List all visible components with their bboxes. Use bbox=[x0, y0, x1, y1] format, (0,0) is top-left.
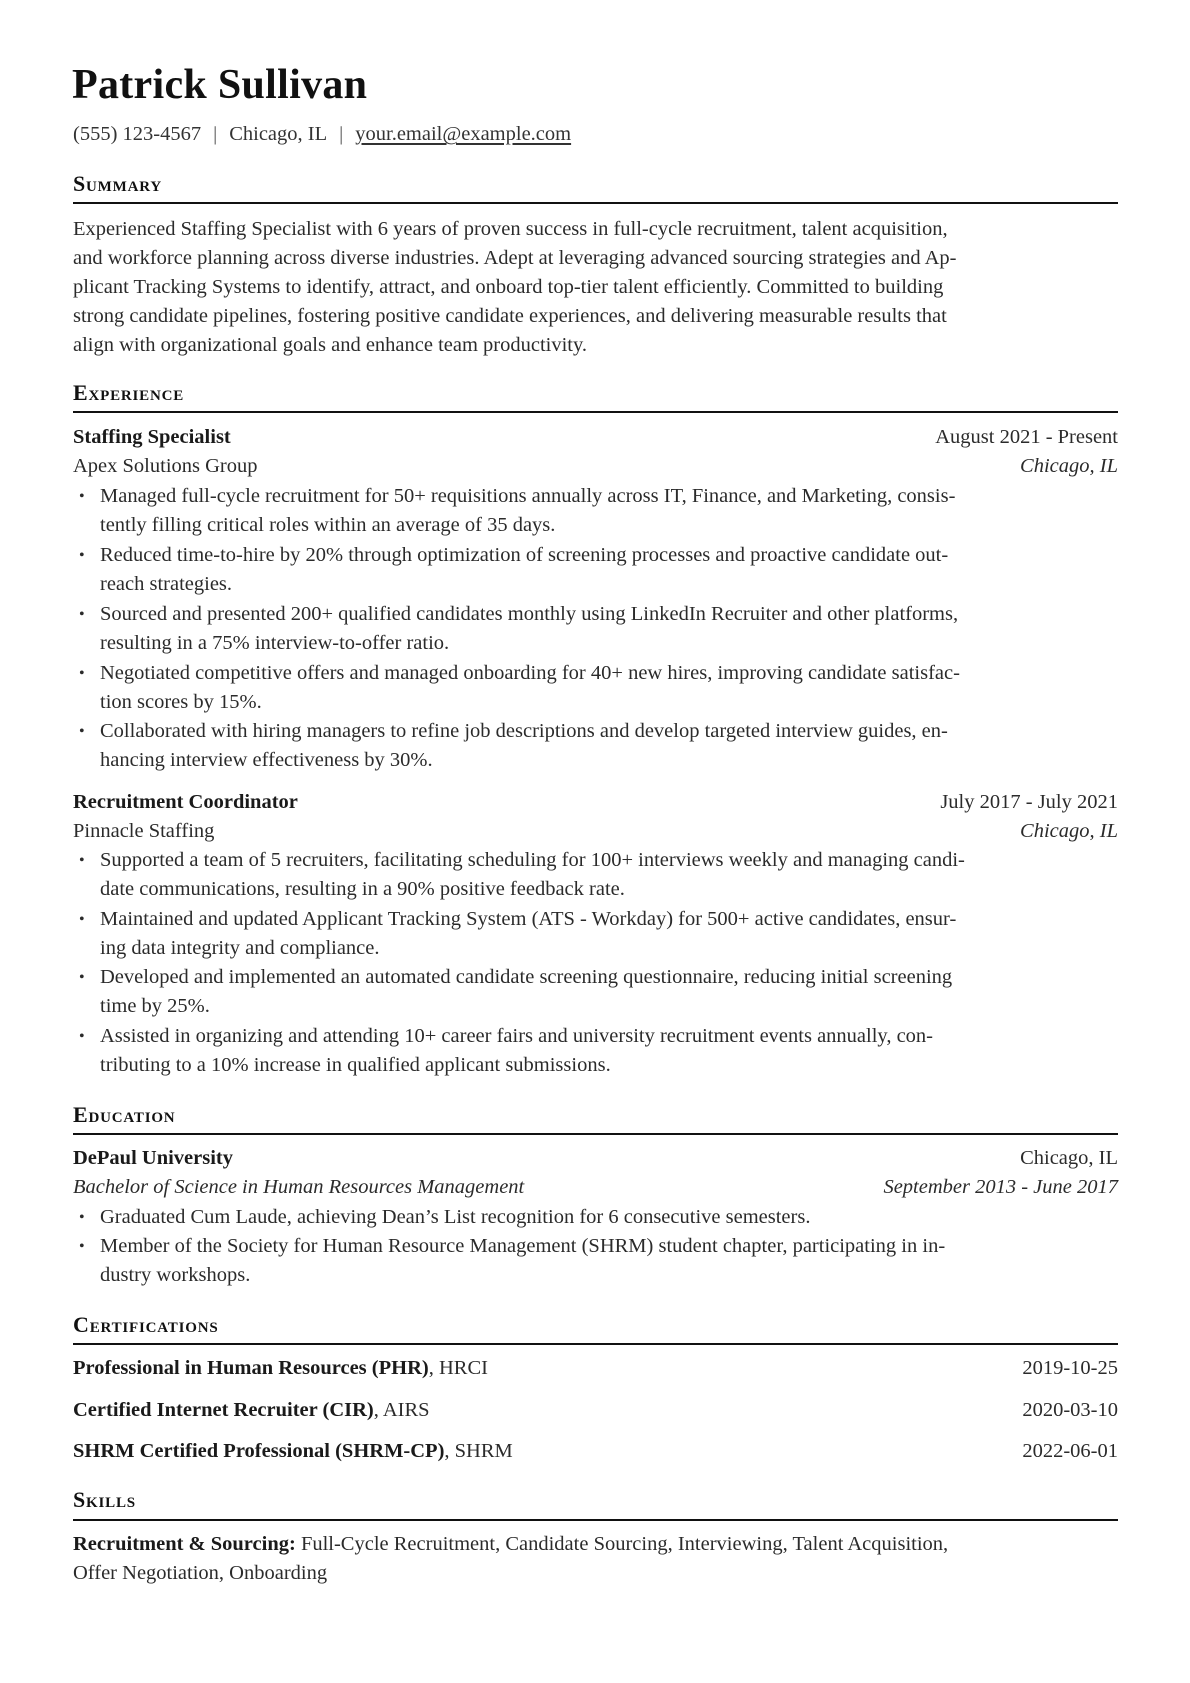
bullet-text: ing data integrity and compliance. bbox=[100, 937, 380, 960]
section-heading-summary: Summary bbox=[73, 171, 162, 196]
bullet-icon: • bbox=[79, 969, 85, 986]
list-item bbox=[73, 963, 1118, 1022]
certification-name: Certified Internet Recruiter (CIR) bbox=[73, 1399, 374, 1421]
bullet-text: Assisted in organizing and attending 10+ career fairs and university recruitment events annually, con- bbox=[100, 1025, 934, 1047]
section-rule bbox=[73, 1519, 1118, 1521]
summary-line: strong candidate pipelines, fostering positive candidate experiences, and delivering measurable results that bbox=[73, 305, 947, 327]
bullet-icon: • bbox=[79, 911, 85, 928]
degree: Bachelor of Science in Human Resources Management bbox=[73, 1176, 525, 1198]
certification-item bbox=[73, 1354, 1118, 1383]
list-item bbox=[73, 482, 1118, 541]
phone-number: (555) 123-4567 bbox=[73, 123, 202, 145]
job-header bbox=[73, 423, 1118, 452]
job-location: Chicago, IL bbox=[1020, 455, 1118, 477]
company-name: Pinnacle Staffing bbox=[73, 820, 215, 842]
bullet-text: resulting in a 75% interview-to-offer ratio. bbox=[100, 632, 450, 655]
candidate-name: Patrick Sullivan bbox=[72, 62, 368, 108]
job-subheader bbox=[73, 452, 1118, 481]
certification-date: 2020-03-10 bbox=[1022, 1399, 1118, 1421]
bullet-text: Developed and implemented an automated candidate screening questionnaire, reducing initial screening bbox=[100, 966, 953, 988]
certification-item bbox=[73, 1396, 1118, 1425]
skills-list: Offer Negotiation, Onboarding bbox=[73, 1562, 328, 1584]
separator: | bbox=[213, 123, 218, 145]
job-dates: August 2021 - Present bbox=[935, 426, 1118, 448]
job-subheader bbox=[73, 817, 1118, 846]
list-item bbox=[73, 717, 1118, 776]
bullet-text: dustry workshops. bbox=[100, 1264, 251, 1287]
bullet-icon: • bbox=[79, 547, 85, 564]
certification-issuer: , AIRS bbox=[373, 1399, 430, 1421]
school-location: Chicago, IL bbox=[1020, 1147, 1118, 1169]
bullet-text: Graduated Cum Laude, achieving Dean’s List recognition for 6 consecutive semesters. bbox=[100, 1206, 811, 1228]
bullet-icon: • bbox=[79, 488, 85, 505]
list-item bbox=[73, 846, 1118, 905]
certification-name: Professional in Human Resources (PHR) bbox=[73, 1357, 429, 1379]
bullet-icon: • bbox=[79, 1238, 85, 1255]
section-rule bbox=[73, 411, 1118, 413]
list-item bbox=[73, 1232, 1118, 1291]
skills-list: Full-Cycle Recruitment, Candidate Sourcing, Interviewing, Talent Acquisition, bbox=[295, 1533, 949, 1555]
bullet-text: tently filling critical roles within an average of 35 days. bbox=[100, 514, 556, 537]
bullet-text: Sourced and presented 200+ qualified candidates monthly using LinkedIn Recruiter and other platforms, bbox=[100, 603, 959, 625]
job-header bbox=[73, 788, 1118, 817]
email-link[interactable]: your.email@example.com bbox=[355, 123, 572, 145]
summary-line: align with organizational goals and enhance team productivity. bbox=[73, 334, 588, 356]
certification-issuer: , SHRM bbox=[444, 1440, 513, 1462]
list-item bbox=[73, 600, 1118, 659]
bullet-text: Collaborated with hiring managers to refine job descriptions and develop targeted interview guides, en- bbox=[100, 720, 948, 742]
summary-line: and workforce planning across diverse industries. Adept at leveraging advanced sourcing strategies and Ap- bbox=[73, 247, 957, 269]
contact-line bbox=[73, 120, 571, 149]
certification-name: SHRM Certified Professional (SHRM-CP) bbox=[73, 1440, 445, 1462]
bullet-text: tributing to a 10% increase in qualified applicant submissions. bbox=[100, 1054, 611, 1077]
bullet-icon: • bbox=[79, 606, 85, 623]
job-location: Chicago, IL bbox=[1020, 820, 1118, 842]
section-rule bbox=[73, 1133, 1118, 1135]
bullet-text: reach strategies. bbox=[100, 573, 233, 596]
summary-line: Experienced Staffing Specialist with 6 years of proven success in full-cycle recruitment, talent acquisition, bbox=[73, 218, 948, 240]
skills-line bbox=[73, 1530, 1118, 1559]
bullet-icon: • bbox=[79, 1028, 85, 1045]
bullet-text: date communications, resulting in a 90% positive feedback rate. bbox=[100, 878, 625, 901]
bullet-icon: • bbox=[79, 1209, 85, 1226]
section-heading-certifications: Certifications bbox=[73, 1312, 219, 1337]
skills-category: Recruitment & Sourcing: bbox=[73, 1533, 296, 1555]
list-item bbox=[73, 1022, 1118, 1081]
certification-item bbox=[73, 1437, 1118, 1466]
bullet-text: time by 25%. bbox=[100, 995, 210, 1018]
job-title: Recruitment Coordinator bbox=[73, 791, 298, 813]
section-rule bbox=[73, 1343, 1118, 1345]
summary-line: plicant Tracking Systems to identify, attract, and onboard top-tier talent efficiently. Committed to building bbox=[73, 276, 944, 298]
bullet-text: Member of the Society for Human Resource Management (SHRM) student chapter, participating in in- bbox=[100, 1235, 946, 1257]
bullet-text: hancing interview effectiveness by 30%. bbox=[100, 749, 433, 772]
section-heading-education: Education bbox=[73, 1102, 176, 1127]
separator: | bbox=[339, 123, 344, 145]
list-item bbox=[73, 541, 1118, 600]
bullet-text: Maintained and updated Applicant Tracking System (ATS - Workday) for 500+ active candidates, ensur- bbox=[100, 908, 957, 930]
education-dates: September 2013 - June 2017 bbox=[883, 1176, 1118, 1198]
list-item bbox=[73, 905, 1118, 964]
section-heading-skills: Skills bbox=[73, 1487, 136, 1512]
education-header bbox=[73, 1144, 1118, 1173]
bullet-text: tion scores by 15%. bbox=[100, 691, 262, 714]
list-item bbox=[73, 659, 1118, 718]
bullet-icon: • bbox=[79, 723, 85, 740]
certification-issuer: , HRCI bbox=[428, 1357, 488, 1379]
bullet-icon: • bbox=[79, 852, 85, 869]
education-subheader bbox=[73, 1173, 1118, 1202]
bullet-icon: • bbox=[79, 665, 85, 682]
job-title: Staffing Specialist bbox=[73, 426, 231, 448]
bullet-text: Reduced time-to-hire by 20% through optimization of screening processes and proactive candidate out- bbox=[100, 544, 949, 566]
bullet-text: Managed full-cycle recruitment for 50+ requisitions annually across IT, Finance, and Marketing, consis- bbox=[100, 485, 956, 507]
job-dates: July 2017 - July 2021 bbox=[940, 791, 1118, 813]
section-heading-experience: Experience bbox=[73, 380, 185, 405]
certification-date: 2022-06-01 bbox=[1022, 1440, 1118, 1462]
bullet-text: Supported a team of 5 recruiters, facilitating scheduling for 100+ interviews weekly and managing candi- bbox=[100, 849, 965, 871]
skills-line bbox=[73, 1559, 1118, 1588]
school-name: DePaul University bbox=[73, 1147, 233, 1169]
bullet-text: Negotiated competitive offers and managed onboarding for 40+ new hires, improving candidate satisfac- bbox=[100, 662, 960, 684]
location: Chicago, IL bbox=[229, 123, 328, 145]
certification-date: 2019-10-25 bbox=[1022, 1357, 1118, 1379]
section-rule bbox=[73, 202, 1118, 204]
company-name: Apex Solutions Group bbox=[73, 455, 258, 477]
list-item bbox=[73, 1203, 1118, 1232]
